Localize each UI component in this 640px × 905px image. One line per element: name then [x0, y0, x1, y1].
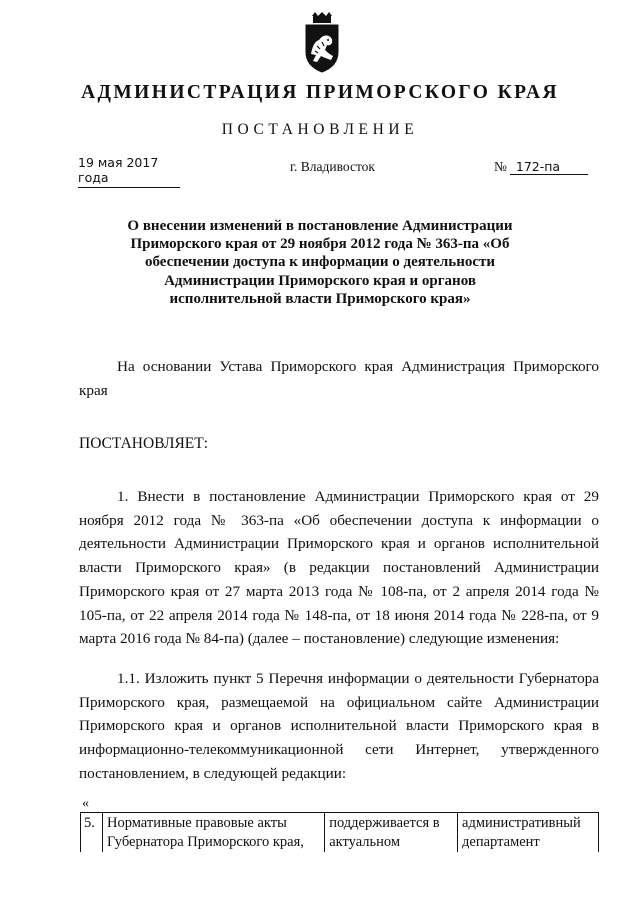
document-subject: О внесении изменений в постановление Администрации Приморского края от 29 ноября 2012 года № 363-па «Об обеспечении доступа к информации о деятельности Администрации Приморского края и органов исполнительной власти Приморского края»	[127, 218, 513, 307]
resolves-heading: ПОСТАНОВЛЯЕТ:	[79, 435, 209, 452]
document-city: г. Владивосток	[290, 159, 375, 174]
table-cell-status: поддерживается в актуальном	[325, 813, 458, 853]
table-cell-responsible: административный департамент	[458, 813, 599, 853]
item-1-paragraph: 1. Внести в постановление Администрации Приморского края от 29 ноября 2012 года № 363-па «Об обеспечении доступа к информации о деятельности Администрации Приморского края и органов исполнительной власти Приморского края» (в редакции постановлений Администрации Приморского края от 27 марта 2013 года № 108-па, от 2 апреля 2014 года № 105-па, от 22 апреля 2014 года № 148-па, от 18 июня 2014 года № 228-па, от 9 марта 2016 года № 84-па) (далее – постановление) следующие изменения:	[79, 488, 599, 648]
number-label: №	[494, 159, 507, 174]
amendment-table	[80, 812, 599, 852]
number-value: 172-па	[510, 159, 588, 175]
table-cell-number: 5.	[81, 813, 103, 853]
coat-of-arms-emblem	[303, 12, 341, 74]
document-number	[494, 159, 588, 175]
document-type: ПОСТАНОВЛЕНИЕ	[221, 121, 419, 138]
organization-title: АДМИНИСТРАЦИЯ ПРИМОРСКОГО КРАЯ	[81, 82, 559, 103]
table-row	[81, 813, 599, 853]
basis-paragraph: На основании Устава Приморского края Администрация Приморского края	[79, 358, 599, 399]
opening-quote: «	[82, 796, 89, 811]
document-date: 19 мая 2017 года	[78, 155, 180, 188]
item-1-1-paragraph: 1.1. Изложить пункт 5 Перечня информации о деятельности Губернатора Приморского края, размещаемой на официальном сайте Администрации Приморского края и органов исполнительной власти Приморского края в информационно-телекоммуникационной сети Интернет, утвержденного постановлением, в следующей редакции:	[79, 670, 599, 782]
table-cell-name: Нормативные правовые акты Губернатора Приморского края,	[102, 813, 324, 853]
